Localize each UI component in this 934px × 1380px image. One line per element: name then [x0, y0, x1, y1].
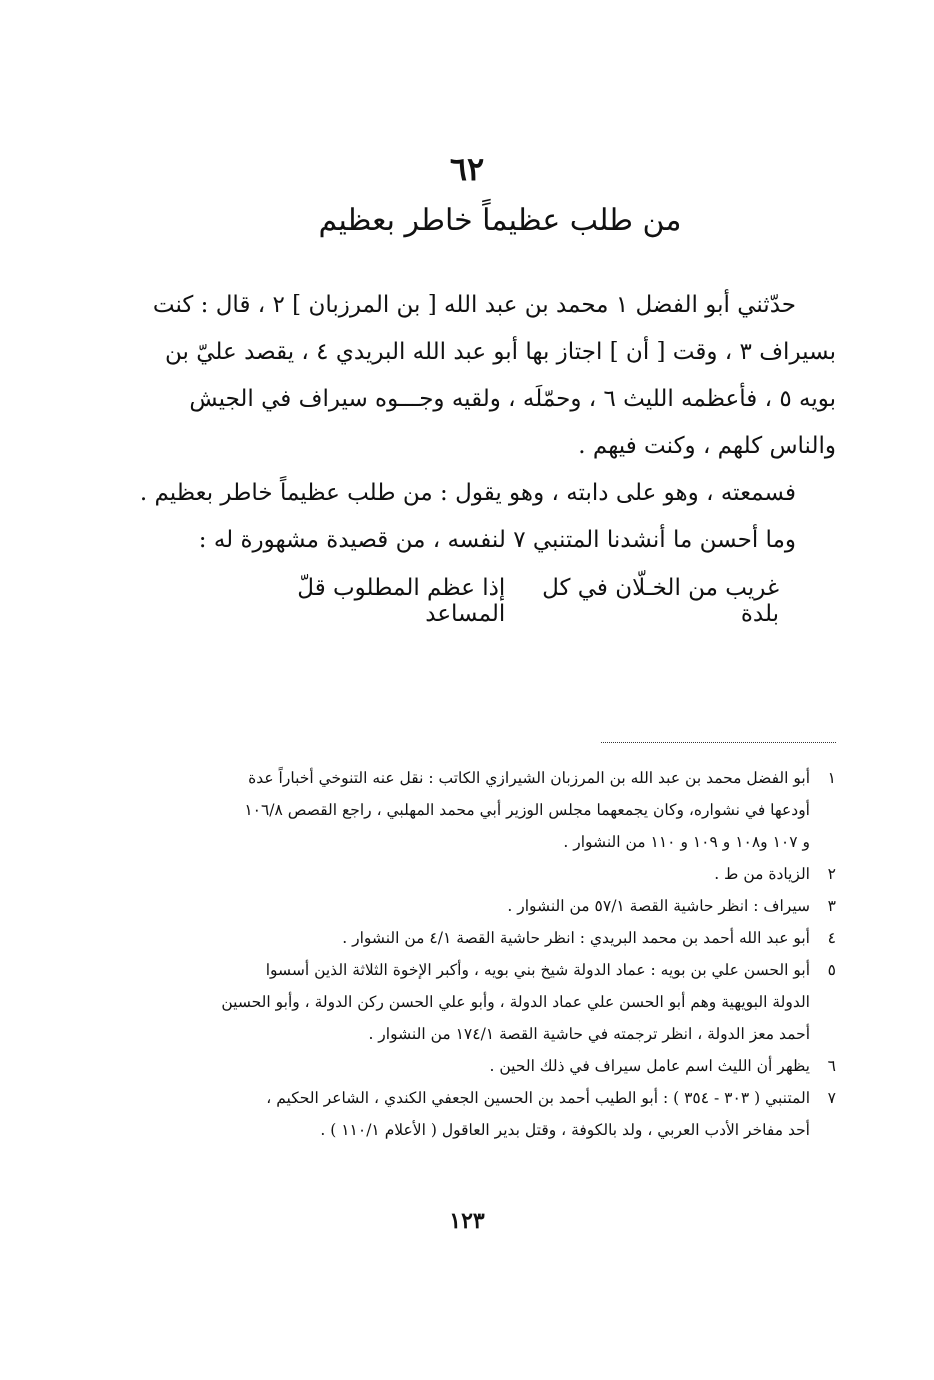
paragraph-1 — [152, 282, 836, 470]
footnote-5 — [164, 954, 836, 1050]
footnote-text — [164, 1050, 810, 1082]
footnote-number: ٧ — [827, 1089, 836, 1107]
paragraph-line: حدّثني أبو الفضل ١ محمد بن عبد الله [ بن المرزبان ] ٢ ، قال : كنت — [152, 292, 796, 318]
paragraph-line: بويه ٥ ، فأعظمه الليث ٦ ، وحمّلَه ، ولقيه وجـــوه سيراف في الجيش — [189, 386, 836, 412]
footnote-number: ٢ — [827, 865, 836, 883]
paragraph-line: والناس كلهم ، وكنت فيهم . — [578, 433, 836, 459]
story-title: من طلب عظيماً خاطر بعظيم — [318, 203, 682, 238]
footnote-text — [164, 762, 810, 858]
footnote-line: أحمد معز الدولة ، انظر ترجمته في حاشية القصة ١٧٤/١ من النشوار . — [368, 1025, 810, 1043]
footnote-line: سيراف : انظر حاشية القصة ٥٧/١ من النشوار . — [507, 897, 810, 915]
story-body — [139, 282, 836, 564]
footnote-6 — [164, 1050, 836, 1082]
story-number: ٦٢ — [449, 150, 485, 188]
footnote-text — [164, 858, 810, 890]
footnote-divider — [601, 742, 836, 743]
footnote-2 — [164, 858, 836, 890]
footnote-1 — [164, 762, 836, 858]
footnote-text — [164, 890, 810, 922]
footnote-line: أبو الفضل محمد بن عبد الله بن المرزبان الشيرازي الكاتب : نقل عنه التنوخي أخباراً عدة — [248, 769, 810, 787]
footnote-line: و ١٠٧ و١٠٨ و ١٠٩ و ١١٠ من النشوار . — [563, 833, 810, 851]
verse-first-hemistich: غريب من الخـلّان في كل بلدة — [542, 575, 779, 627]
footnote-7 — [164, 1082, 836, 1146]
footnote-3 — [164, 890, 836, 922]
footnote-text — [164, 954, 810, 1050]
footnote-number: ٤ — [827, 929, 836, 947]
footnote-text — [164, 922, 810, 954]
footnote-number: ٦ — [827, 1057, 836, 1075]
footnote-number: ٣ — [827, 897, 836, 915]
footnote-4 — [164, 922, 836, 954]
footnote-line: الدولة البويهية وهم أبو الحسن علي عماد الدولة ، وأبو علي الحسن ركن الدولة ، وأبو الحسين — [221, 993, 810, 1011]
footnote-number: ٥ — [827, 961, 836, 979]
paragraph-3 — [164, 517, 836, 564]
footnote-line: الزيادة من ط . — [714, 865, 810, 883]
footnote-text — [164, 1082, 810, 1146]
paragraph-line: فسمعته ، وهو على دابته ، وهو يقول : من طلب عظيماً خاطر بعظيم . — [139, 480, 796, 506]
verse-second-hemistich: إذا عظم المطلوب قلّ المساعد — [297, 575, 506, 627]
footnotes — [164, 762, 836, 1146]
paragraph-line: بسيراف ٣ ، وقت [ أن ] اجتاز بها أبو عبد الله البريدي ٤ ، يقصد عليّ بن — [165, 339, 836, 365]
poem-verse — [219, 575, 779, 627]
footnote-line: أودعها في نشواره، وكان يجمعهما مجلس الوزير أبي محمد المهلبي ، راجع القصص ١٠٦/٨ — [244, 801, 810, 819]
footnote-line: أبو الحسن علي بن بويه : عماد الدولة شيخ بني بويه ، وأكبر الإخوة الثلاثة الذين أسسوا — [265, 961, 810, 979]
paragraph-2 — [139, 470, 836, 517]
footnote-number: ١ — [827, 769, 836, 787]
footnote-line: المتنبي ( ٣٠٣ - ٣٥٤ ) : أبو الطيب أحمد بن الحسين الجعفي الكندي ، الشاعر الحكيم ، — [266, 1089, 810, 1107]
footnote-line: أحد مفاخر الأدب العربي ، ولد بالكوفة ، وقتل بدير العاقول ( الأعلام ١١٠/١ ) . — [320, 1121, 810, 1139]
footnote-line: يظهر أن الليث اسم عامل سيراف في ذلك الحين . — [489, 1057, 810, 1075]
footnote-line: أبو عبد الله أحمد بن محمد البريدي : انظر حاشية القصة ٤/١ من النشوار . — [342, 929, 810, 947]
page-number: ١٢٣ — [449, 1208, 485, 1234]
paragraph-line: وما أحسن ما أنشدنا المتنبي ٧ لنفسه ، من قصيدة مشهورة له : — [198, 527, 796, 553]
